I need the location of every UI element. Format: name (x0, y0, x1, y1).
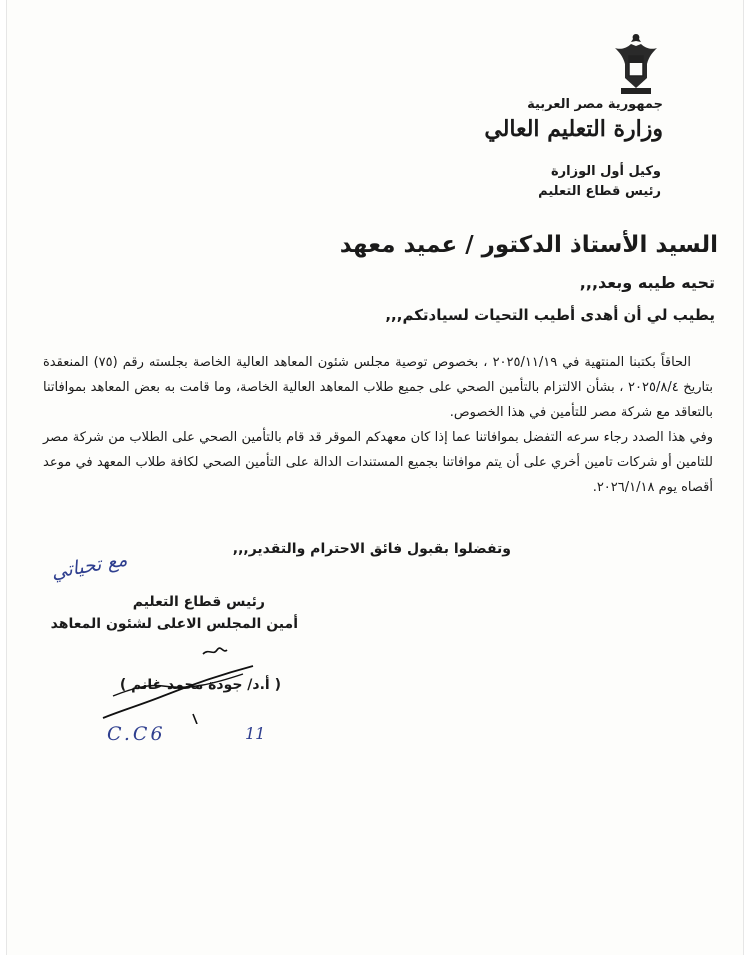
header-sector-head: رئيس قطاع التعليم (538, 184, 661, 199)
signature-name: ( أ.د/ جودة محمد غانم ) (119, 677, 281, 693)
header-ministry: وزارة التعليم العالي (484, 116, 663, 142)
signature-position: أمين المجلس الاعلى لشئون المعاهد (50, 616, 298, 632)
signature-title: رئيس قطاع التعليم (132, 594, 265, 610)
header-republic: جمهورية مصر العربية (527, 97, 663, 112)
handwritten-number: 11 (245, 724, 266, 743)
signature-scribble (93, 644, 263, 724)
header-deputy: وكيل أول الوزارة (550, 164, 661, 179)
closing-line: وتفضلوا بقبول فائق الاحترام والتقدير,,, (232, 541, 511, 557)
salutation: السيد الأستاذ الدكتور / عميد معهد (339, 232, 718, 258)
letter-body (43, 350, 713, 500)
eagle-emblem-icon (611, 30, 661, 100)
greeting: تحيه طيبه وبعد,,, (579, 273, 715, 292)
pleasure-line: يطيب لي أن أهدى أطيب التحيات لسيادتكم,,, (385, 306, 715, 324)
handwritten-date: C.C6 (107, 723, 166, 745)
handwritten-greeting: مع تحياتي (49, 548, 129, 584)
paragraph-1: الحاقاً بكتبنا المنتهية في ٢٠٢٥/١١/١٩ ، بخصوص توصية مجلس شئون المعاهد العالية الخاصة بجلسته رقم (٧٥) المنعقدة بتاريخ ٢٠٢٥/٨/٤ ، بشأن الالتزام بالتأمين الصحي على جميع طلاب المعاهد العالية الخاصة، وما قامت به بعض المعاهد بموافاتنا بالتعاقد مع شركة مصر للتأمين في هذا الخصوص. (43, 355, 714, 420)
letter-page (6, 0, 744, 955)
paragraph-2: وفي هذا الصدد رجاء سرعه التفضل بموافاتنا عما إذا كان معهدكم الموقر قد قام بالتأمين الصحي على الطلاب من شركة مصر للتامين أو شركات تامين أخري على أن يتم موافاتنا بجميع المستندات الدالة على التأمين الصحي لكافة طلاب المعهد في موعد أقصاه يوم ٢٠٢٦/١/١٨. (43, 430, 713, 495)
